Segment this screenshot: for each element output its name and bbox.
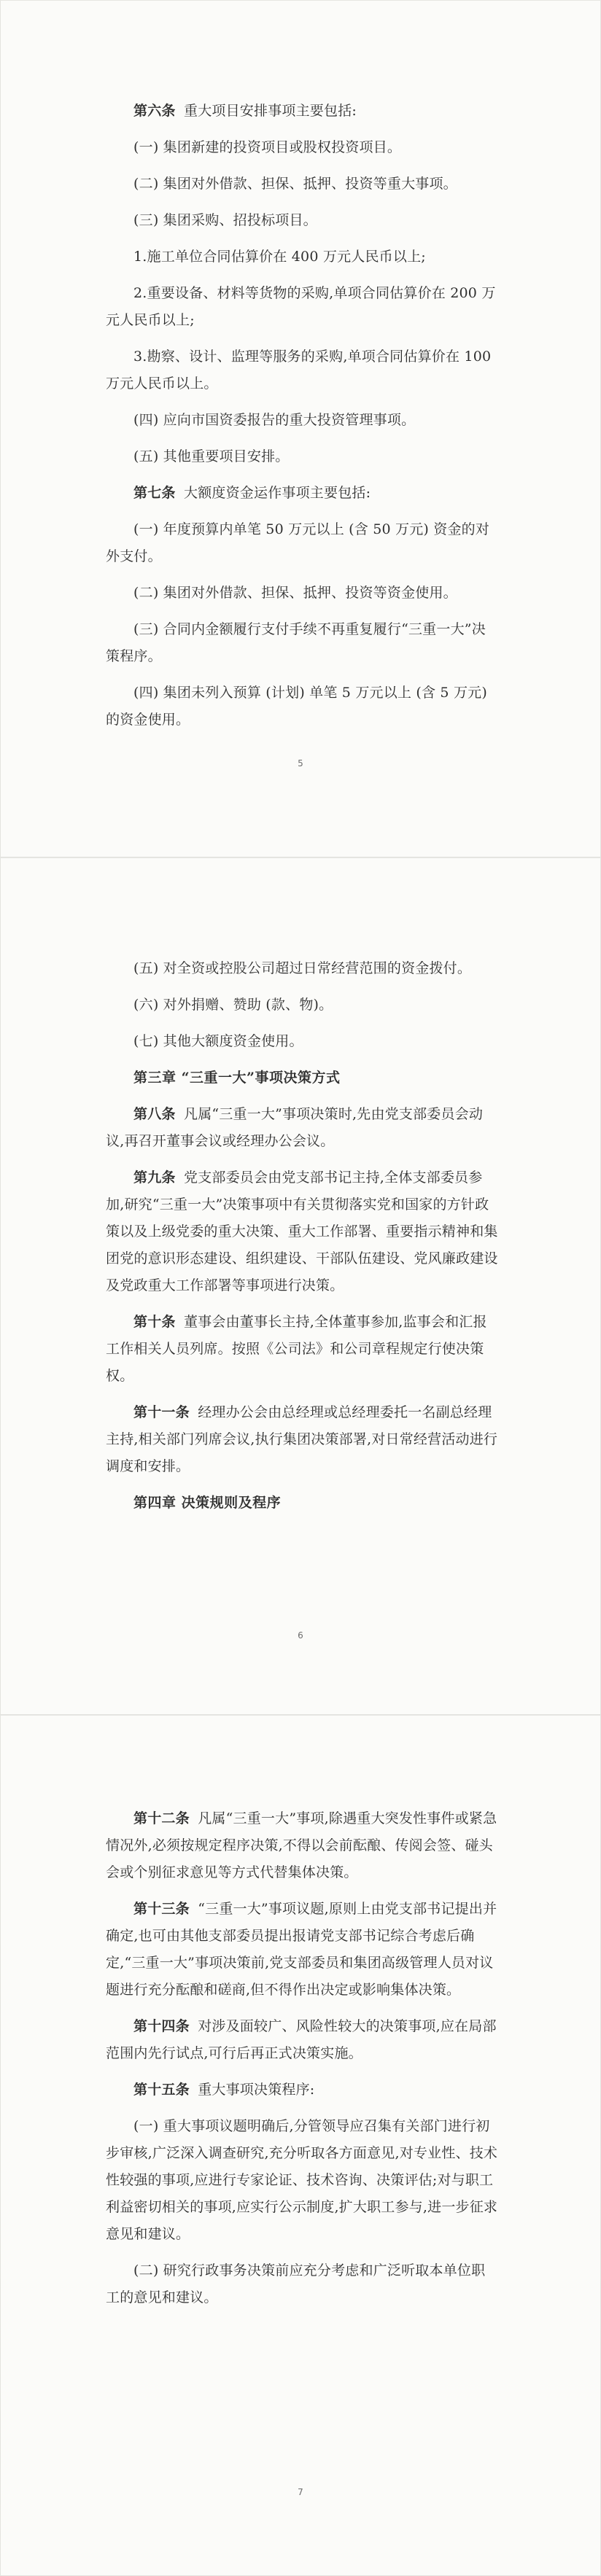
list-item: (二) 研究行政事务决策前应充分考虑和广泛听取本单位职工的意见和建议。 xyxy=(106,2262,486,2305)
article-text: 对涉及面较广、风险性较大的决策事项,应在局部范围内先行试点,可行后再正式决策实施。 xyxy=(106,2018,497,2061)
article-9 xyxy=(106,1164,498,1299)
article-13 xyxy=(106,1896,498,2004)
article-number: 第六条 xyxy=(133,103,176,119)
page-number: 5 xyxy=(298,758,303,768)
article-text: 凡属“三重一大”事项,除遇重大突发性事件或紧急情况外,必须按规定程序决策,不得以会前酝酿、传阅会签、碰头会或个别征求意见等方式代替集体决策。 xyxy=(106,1810,497,1880)
article-text: 大额度资金运作事项主要包括: xyxy=(184,485,371,501)
article-8 xyxy=(106,1101,498,1155)
page-3-content xyxy=(106,1805,498,2321)
list-item: (一) 重大事项议题明确后,分管领导应召集有关部门进行初步审核,广泛深入调查研究,充分听取各方面意见,对专业性、技术性较强的事项,应进行专家论证、技术咨询、决策评估;对与职工利益密切相关的事项,应实行公示制度,扩大职工参与,进一步征求意见和建议。 xyxy=(106,2118,498,2242)
list-item: (三) 集团采购、招投标项目。 xyxy=(133,212,317,228)
article-text: 凡属“三重一大”事项决策时,先由党支部委员会动议,再召开董事会议或经理办公会议。 xyxy=(106,1106,484,1149)
list-item: (七) 其他大额度资金使用。 xyxy=(133,1033,303,1049)
page-number: 6 xyxy=(298,1630,303,1641)
page-number: 7 xyxy=(298,2487,303,2497)
article-number: 第十二条 xyxy=(133,1810,190,1826)
article-number: 第七条 xyxy=(133,485,176,501)
article-number: 第十一条 xyxy=(133,1404,190,1420)
list-item: (四) 集团未列入预算 (计划) 单笔 5 万元以上 (含 5 万元) 的资金使用。 xyxy=(106,685,487,728)
list-item: (三) 合同内金额履行支付手续不再重复履行“三重一大”决策程序。 xyxy=(106,621,486,664)
article-12 xyxy=(106,1805,498,1886)
list-item: (六) 对外捐赠、赞助 (款、物)。 xyxy=(133,997,333,1013)
list-item: (二) 集团对外借款、担保、抵押、投资等重大事项。 xyxy=(133,176,457,192)
document-page-3 xyxy=(0,1715,601,2576)
page-top-edge xyxy=(0,1715,601,1716)
article-text: 重大项目安排事项主要包括: xyxy=(184,103,357,119)
page-1-content xyxy=(106,98,498,743)
chapter-4-heading: 第四章 决策规则及程序 xyxy=(133,1495,282,1511)
article-number: 第九条 xyxy=(133,1170,176,1186)
list-item: 3.勘察、设计、监理等服务的采购,单项合同估算价在 100 万元人民币以上。 xyxy=(106,349,492,392)
list-item: (一) 年度预算内单笔 50 万元以上 (含 50 万元) 资金的对外支付。 xyxy=(106,521,490,564)
article-number: 第八条 xyxy=(133,1106,176,1122)
article-number: 第十四条 xyxy=(133,2018,190,2034)
article-text: “三重一大”事项议题,原则上由党支部书记提出并确定,也可由其他支部委员提出报请党支部书记综合考虑后确定,“三重一大”事项决策前,党支部委员和集团高级管理人员对议题进行充分酝酿和磋商,但不得作出决定或影响集体决策。 xyxy=(106,1901,497,1998)
article-text: 经理办公会由总经理或总经理委托一名副总经理主持,相关部门列席会议,执行集团决策部署,对日常经营活动进行调度和安排。 xyxy=(106,1404,498,1474)
article-number: 第十五条 xyxy=(133,2082,190,2098)
document-page-1 xyxy=(0,0,601,857)
article-text: 党支部委员会由党支部书记主持,全体支部委员参加,研究“三重一大”决策事项中有关贯彻落实党和国家的方针政策以及上级党委的重大决策、重大工作部署、重要指示精神和集团党的意识形态建设、组织建设、干部队伍建设、党风廉政建设及党政重大工作部署等事项进行决策。 xyxy=(106,1170,498,1293)
list-item: (四) 应向市国资委报告的重大投资管理事项。 xyxy=(133,412,416,428)
article-text: 重大事项决策程序: xyxy=(198,2082,315,2098)
article-10 xyxy=(106,1309,498,1390)
document-page-2 xyxy=(0,857,601,1715)
page-2-content xyxy=(106,955,498,1526)
list-item: (五) 对全资或控股公司超过日常经营范围的资金拨付。 xyxy=(133,960,472,976)
chapter-3-heading: 第三章 “三重一大”事项决策方式 xyxy=(133,1070,341,1086)
article-number: 第十三条 xyxy=(133,1901,190,1917)
page-top-edge xyxy=(0,857,601,858)
list-item: (一) 集团新建的投资项目或股权投资项目。 xyxy=(133,139,402,155)
article-11 xyxy=(106,1399,498,1480)
article-number: 第十条 xyxy=(133,1314,176,1330)
list-item: (二) 集团对外借款、担保、抵押、投资等资金使用。 xyxy=(133,585,457,601)
list-item: (五) 其他重要项目安排。 xyxy=(133,448,290,464)
article-7 xyxy=(106,480,498,507)
article-6 xyxy=(106,98,498,125)
list-item: 1.施工单位合同估算价在 400 万元人民币以上; xyxy=(133,249,426,265)
page-top-edge xyxy=(0,0,601,1)
article-14 xyxy=(106,2013,498,2067)
list-item: 2.重要设备、材料等货物的采购,单项合同估算价在 200 万元人民币以上; xyxy=(106,285,496,328)
article-15 xyxy=(106,2077,498,2104)
article-text: 董事会由董事长主持,全体董事参加,监事会和汇报工作相关人员列席。按照《公司法》和公司章程规定行使决策权。 xyxy=(106,1314,487,1384)
